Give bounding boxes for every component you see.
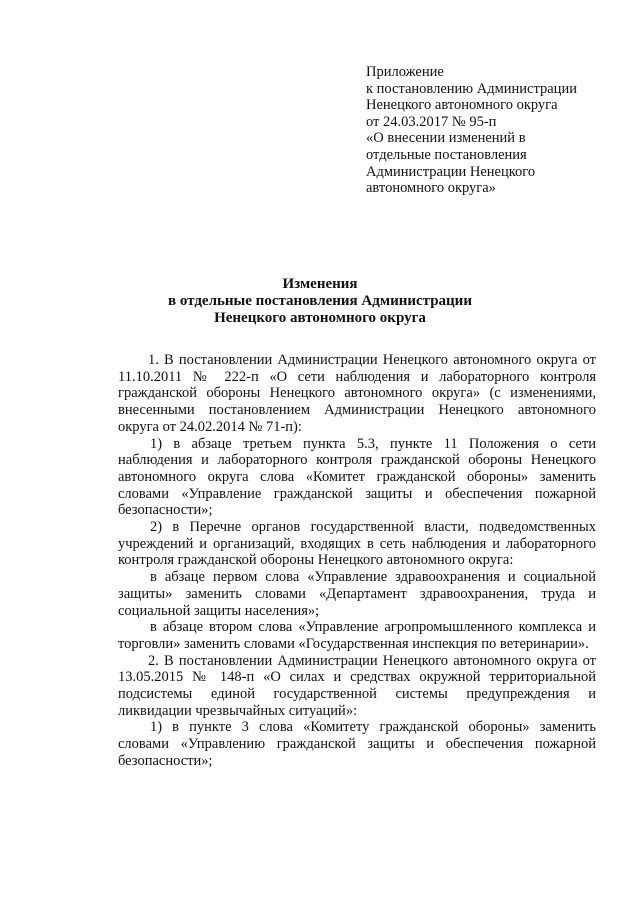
body-paragraph: в абзаце первом слова «Управление здравоохранения и социальной защиты» заменить словами «Департамент здравоохранения, труда и социальной защиты населения»;	[118, 569, 596, 619]
appendix-line: автономного округа»	[366, 180, 496, 197]
body-paragraph: 2. В постановлении Администрации Ненецкого автономного округа от 13.05.2015 № 148-п «О силах и средствах окружной территориальной подсистемы единой государственной системы предупреждения и ликвидации чрезвычайных ситуаций»:	[118, 652, 596, 719]
appendix-line: от 24.03.2017 № 95-п	[366, 113, 497, 130]
body-paragraph: 1. В постановлении Администрации Ненецкого автономного округа от 11.10.2011 № 222-п «О сети наблюдения и лабораторного контроля гражданской обороны Ненецкого автономного округа» (с изменениями, внесенными постановлением Администрации Ненецкого автономного округа от 24.02.2014 № 71-п):	[118, 352, 596, 435]
title-line: Изменения	[282, 276, 358, 292]
appendix-line: Ненецкого автономного округа	[366, 97, 558, 114]
body-paragraph: 1) в абзаце третьем пункта 5.3, пункте 11 Положения о сети наблюдения и лабораторного контроля гражданской обороны Ненецкого автономного округа слова «Комитет гражданской обороны» заменить словами «Управление гражданской защиты и обеспечения пожарной безопасности»;	[118, 435, 596, 519]
appendix-line: Приложение	[366, 64, 444, 80]
document-body	[118, 352, 596, 770]
body-paragraph: 2) в Перечне органов государственной власти, подведомственных учреждений и организаций, входящих в сеть наблюдения и лабораторного контроля гражданской обороны Ненецкого автономного округа:	[118, 519, 596, 569]
appendix-header	[366, 64, 616, 197]
title-line: Ненецкого автономного округа	[214, 310, 426, 326]
appendix-line: к постановлению Администрации	[366, 80, 577, 97]
appendix-line: Администрации Ненецкого	[366, 163, 536, 180]
appendix-line: «О внесении изменений в	[366, 130, 526, 147]
title-line: в отдельные постановления Администрации	[168, 293, 472, 309]
appendix-line: отдельные постановления	[366, 146, 527, 163]
body-paragraph: в абзаце втором слова «Управление агропромышленного комплекса и торговли» заменить словами «Государственная инспекция по ветеринарии».	[118, 619, 596, 652]
document-title	[0, 276, 640, 327]
body-paragraph: 1) в пункте 3 слова «Комитету гражданской обороны» заменить словами «Управлению гражданской защиты и обеспечения пожарной безопасности»;	[118, 719, 596, 769]
